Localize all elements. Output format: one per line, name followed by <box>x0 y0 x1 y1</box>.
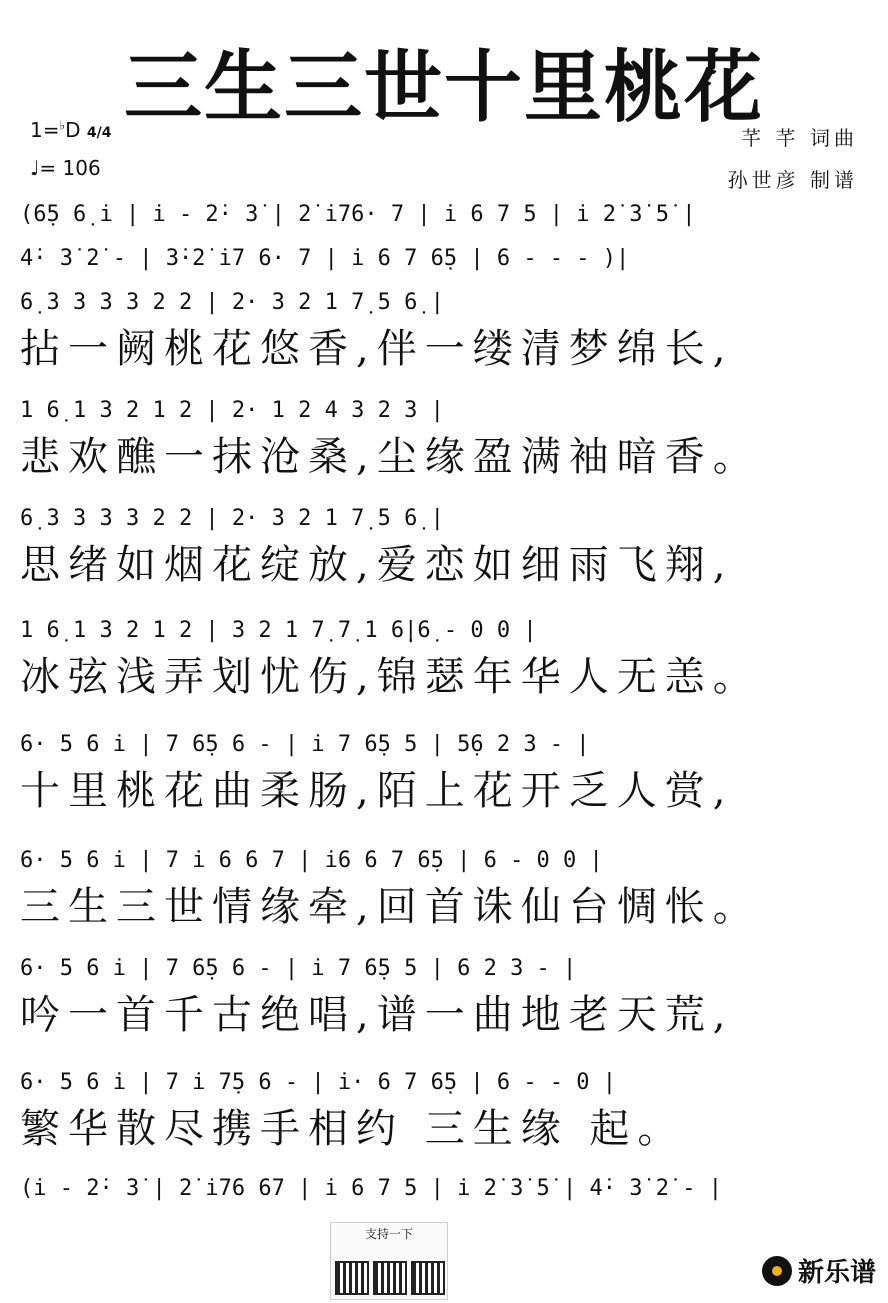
qr-code-icon <box>411 1261 445 1295</box>
verse-notes-2: 1 6̣ 1 3 2 1 2 | 2· 1 2 4 3 2 3 | <box>20 398 444 423</box>
verse-notes-1: 6̣ 3 3 3 3 2 2 | 2· 3 2 1 7̣ 5 6̣ | <box>20 290 444 315</box>
verse-lyric-6: 三生三世情缘牵,回首诛仙台惆怅。 <box>20 884 761 930</box>
brand-name: 新乐谱 <box>797 1258 876 1288</box>
verse-lyric-8: 繁华散尽携手相约 三生缘 起。 <box>20 1106 686 1152</box>
verse-notes-3: 6̣ 3 3 3 3 2 2 | 2· 3 2 1 7̣ 5 6̣ | <box>20 506 444 531</box>
time-signature: 4/4 <box>86 125 112 141</box>
page-title: 三生三世十里桃花 <box>123 43 764 133</box>
tempo-marking: ♩= 106 <box>30 156 101 180</box>
intro-line-2: 4̇· 3̇ 2̇ - | 3̇·2̇ i̇7 6· 7 | i̇ 6 7 6̣5 | 6 - - - )| <box>20 246 630 271</box>
verse-lyric-7: 吟一首千古绝唱,谱一曲地老天荒, <box>20 992 734 1038</box>
key-signature <box>30 118 112 142</box>
verse-notes-5: 6· 5 6 i̇ | 7 6̣5 6 - | i̇ 7 6̣5 5 | 5̣6 2 3 - | <box>20 732 590 757</box>
flat-sign: ♭ <box>59 118 66 133</box>
verse-notes-4: 1 6̣ 1 3 2 1 2 | 3 2 1 7̣ 7̣ 1 6̣|6̣ - 0 0 | <box>20 618 537 643</box>
support-title: 支持一下 <box>364 1227 413 1241</box>
arranger-credit: 孙世彦 制谱 <box>727 168 858 192</box>
vinyl-record-icon <box>762 1256 792 1286</box>
verse-notes-7: 6· 5 6 i̇ | 7 6̣5 6 - | i̇ 7 6̣5 5 | 6 2 3 - | <box>20 956 577 981</box>
qr-code-icon <box>373 1261 407 1295</box>
outro-line: (i̇ - 2̇· 3̇ | 2̇ i̇76 67 | i̇ 6 7 5 | i̇ 2̇ 3̇ 5̇ | 4̇· 3̇ 2̇ - | <box>20 1176 722 1201</box>
verse-notes-6: 6· 5 6 i̇ | 7 i̇ 6 6 7 | i̇6 6 7 6̣5 | 6 - 0 0 | <box>20 848 603 873</box>
lyricist-credit: 芊 芊 词曲 <box>741 126 858 150</box>
brand-logo <box>762 1252 876 1289</box>
key-note: D <box>65 118 81 142</box>
key-prefix: 1= <box>30 118 60 142</box>
verse-lyric-3: 思绪如烟花绽放,爱恋如细雨飞翔, <box>20 542 734 588</box>
verse-lyric-4: 冰弦浅弄划忧伤,锦瑟年华人无恙。 <box>20 654 761 700</box>
intro-line-1: (6̣5 6̣ i̇ | i̇ - 2̇· 3̇ | 2̇ i̇76· 7 | i̇ 6 7 5 | i̇ 2̇ 3̇ 5̇ | <box>20 202 696 227</box>
support-qr-card[interactable] <box>330 1222 448 1300</box>
verse-notes-8: 6· 5 6 i̇ | 7 i̇ 7̣5 6 - | i̇· 6 7 6̣5 | 6 - - 0 | <box>20 1070 617 1095</box>
verse-lyric-1: 拈一阙桃花悠香,伴一缕清梦绵长, <box>20 326 734 372</box>
verse-lyric-5: 十里桃花曲柔肠,陌上花开乏人赏, <box>20 768 734 814</box>
qr-code-icon <box>335 1261 369 1295</box>
verse-lyric-2: 悲欢醮一抹沧桑,尘缘盈满袖暗香。 <box>20 434 761 480</box>
